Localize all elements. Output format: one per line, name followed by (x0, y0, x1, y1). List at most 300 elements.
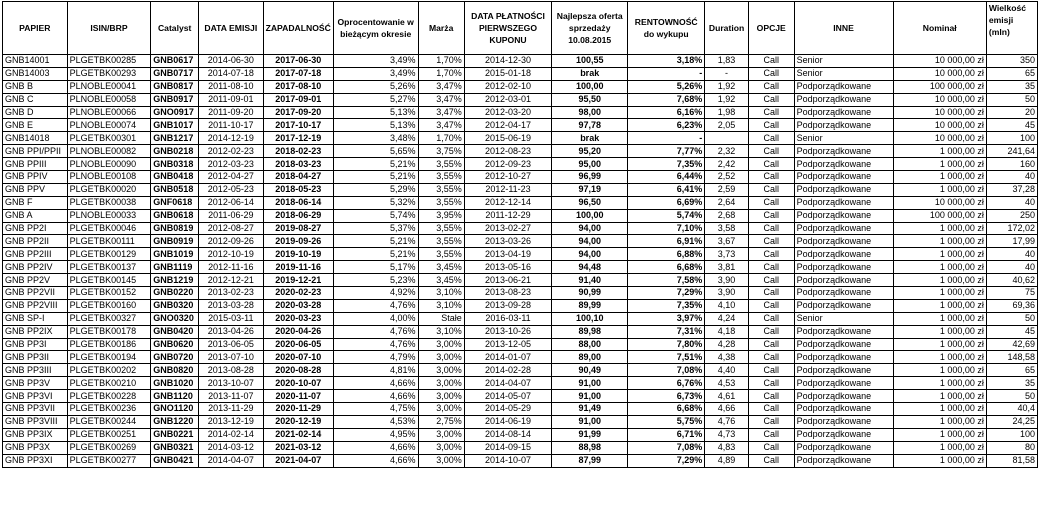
cell-nominal: 10 000,00 zł (893, 93, 986, 106)
cell-data-emisji: 2011-09-20 (199, 106, 264, 119)
cell-catalyst: GNB0420 (151, 325, 199, 338)
cell-data-emisji: 2014-02-14 (199, 428, 264, 441)
cell-zapadalnosc: 2019-11-16 (263, 261, 333, 274)
cell-catalyst: GNO1120 (151, 403, 199, 416)
cell-rentownosc: 7,29% (628, 287, 705, 300)
bond-table-container (2, 1, 1038, 468)
cell-zapadalnosc: 2019-10-19 (263, 248, 333, 261)
cell-zapadalnosc: 2018-03-23 (263, 158, 333, 171)
cell-papier: GNB SP-I (3, 312, 68, 325)
cell-data-emisji: 2012-02-23 (199, 145, 264, 158)
cell-duration: 4,89 (705, 454, 749, 467)
cell-isin: PLGETBK00186 (67, 338, 151, 351)
header-catalyst: Catalyst (151, 2, 199, 55)
cell-zapadalnosc: 2017-10-17 (263, 119, 333, 132)
cell-wielkosc-emisji: 250 (986, 209, 1037, 222)
cell-najlepsza-oferta: 100,10 (552, 312, 628, 325)
cell-data-platnosci: 2013-08-23 (464, 287, 551, 300)
cell-rentownosc: 7,51% (628, 351, 705, 364)
cell-data-emisji: 2011-06-29 (199, 209, 264, 222)
cell-rentownosc: 7,80% (628, 338, 705, 351)
cell-rentownosc: 6,68% (628, 403, 705, 416)
cell-data-emisji: 2012-12-21 (199, 274, 264, 287)
cell-papier: GNB PP2VIII (3, 299, 68, 312)
cell-isin: PLGETBK00046 (67, 222, 151, 235)
cell-data-platnosci: 2014-09-15 (464, 441, 551, 454)
cell-wielkosc-emisji: 40 (986, 196, 1037, 209)
table-row (3, 93, 1038, 106)
cell-data-platnosci: 2012-10-27 (464, 171, 551, 184)
cell-inne: Podporządkowane (794, 287, 893, 300)
cell-papier: GNB PP3VII (3, 403, 68, 416)
cell-duration: 3,58 (705, 222, 749, 235)
cell-data-platnosci: 2013-12-05 (464, 338, 551, 351)
cell-data-emisji: 2011-08-10 (199, 80, 264, 93)
cell-wielkosc-emisji: 40,4 (986, 403, 1037, 416)
table-row (3, 441, 1038, 454)
header-isin: ISIN/BRP (67, 2, 151, 55)
header-papier: PAPIER (3, 2, 68, 55)
cell-isin: PLGETBK00277 (67, 454, 151, 467)
cell-data-platnosci: 2014-01-07 (464, 351, 551, 364)
cell-zapadalnosc: 2019-12-21 (263, 274, 333, 287)
header-wielkosc-emisji: Wielkość emisji (mln) (986, 2, 1037, 55)
cell-catalyst: GNB0421 (151, 454, 199, 467)
cell-rentownosc: 7,68% (628, 93, 705, 106)
cell-data-emisji: 2014-12-19 (199, 132, 264, 145)
cell-duration: 3,90 (705, 287, 749, 300)
cell-wielkosc-emisji: 40 (986, 171, 1037, 184)
cell-zapadalnosc: 2018-02-23 (263, 145, 333, 158)
cell-nominal: 1 000,00 zł (893, 390, 986, 403)
cell-najlepsza-oferta: 91,00 (552, 415, 628, 428)
cell-marza: 3,55% (418, 158, 464, 171)
cell-oprocentowanie: 5,17% (333, 261, 418, 274)
cell-duration: 1,92 (705, 93, 749, 106)
cell-oprocentowanie: 4,66% (333, 377, 418, 390)
cell-inne: Podporządkowane (794, 415, 893, 428)
cell-rentownosc: 6,69% (628, 196, 705, 209)
cell-catalyst: GNB0618 (151, 209, 199, 222)
cell-najlepsza-oferta: 94,00 (552, 222, 628, 235)
cell-wielkosc-emisji: 100 (986, 132, 1037, 145)
cell-inne: Podporządkowane (794, 158, 893, 171)
cell-rentownosc: 6,44% (628, 171, 705, 184)
header-marza: Marża (418, 2, 464, 55)
bond-table (2, 1, 1038, 468)
cell-isin: PLNOBLE00033 (67, 209, 151, 222)
cell-papier: GNB A (3, 209, 68, 222)
cell-oprocentowanie: 5,21% (333, 158, 418, 171)
cell-zapadalnosc: 2020-12-19 (263, 415, 333, 428)
cell-marza: 3,55% (418, 183, 464, 196)
cell-inne: Podporządkowane (794, 183, 893, 196)
cell-nominal: 1 000,00 zł (893, 171, 986, 184)
cell-zapadalnosc: 2017-12-19 (263, 132, 333, 145)
cell-nominal: 10 000,00 zł (893, 67, 986, 80)
cell-opcje: Call (748, 338, 794, 351)
cell-inne: Senior (794, 67, 893, 80)
cell-papier: GNB14001 (3, 55, 68, 68)
cell-data-platnosci: 2012-09-23 (464, 158, 551, 171)
cell-opcje: Call (748, 235, 794, 248)
table-row (3, 299, 1038, 312)
cell-rentownosc: 6,73% (628, 390, 705, 403)
cell-papier: GNB PP3VI (3, 390, 68, 403)
cell-data-platnosci: 2014-10-07 (464, 454, 551, 467)
cell-wielkosc-emisji: 172,02 (986, 222, 1037, 235)
cell-wielkosc-emisji: 50 (986, 93, 1037, 106)
header-inne: INNE (794, 2, 893, 55)
cell-opcje: Call (748, 274, 794, 287)
cell-duration: 2,32 (705, 145, 749, 158)
cell-data-emisji: 2013-06-05 (199, 338, 264, 351)
cell-catalyst: GNO0320 (151, 312, 199, 325)
cell-oprocentowanie: 5,37% (333, 222, 418, 235)
cell-rentownosc: 6,88% (628, 248, 705, 261)
cell-oprocentowanie: 4,95% (333, 428, 418, 441)
cell-inne: Senior (794, 55, 893, 68)
cell-duration: 1,92 (705, 80, 749, 93)
cell-inne: Podporządkowane (794, 390, 893, 403)
cell-marza: 3,00% (418, 428, 464, 441)
cell-duration: 3,67 (705, 235, 749, 248)
cell-nominal: 1 000,00 zł (893, 222, 986, 235)
header-rentownosc: RENTOWNOŚĆ do wykupu (628, 2, 705, 55)
cell-catalyst: GNB0819 (151, 222, 199, 235)
cell-najlepsza-oferta: 88,98 (552, 441, 628, 454)
cell-opcje: Call (748, 261, 794, 274)
cell-rentownosc: 5,75% (628, 415, 705, 428)
cell-inne: Podporządkowane (794, 196, 893, 209)
cell-oprocentowanie: 3,49% (333, 67, 418, 80)
cell-data-emisji: 2014-03-12 (199, 441, 264, 454)
cell-data-emisji: 2014-06-30 (199, 55, 264, 68)
cell-oprocentowanie: 4,53% (333, 415, 418, 428)
cell-isin: PLGETBK00178 (67, 325, 151, 338)
cell-marza: 3,45% (418, 261, 464, 274)
cell-oprocentowanie: 4,92% (333, 287, 418, 300)
cell-papier: GNB PP3VIII (3, 415, 68, 428)
cell-oprocentowanie: 4,76% (333, 338, 418, 351)
cell-zapadalnosc: 2018-04-27 (263, 171, 333, 184)
cell-oprocentowanie: 4,66% (333, 441, 418, 454)
cell-nominal: 1 000,00 zł (893, 325, 986, 338)
cell-data-platnosci: 2014-08-14 (464, 428, 551, 441)
cell-najlepsza-oferta: 91,49 (552, 403, 628, 416)
cell-data-platnosci: 2012-03-01 (464, 93, 551, 106)
cell-inne: Senior (794, 312, 893, 325)
cell-data-platnosci: 2011-12-29 (464, 209, 551, 222)
cell-papier: GNB PPIV (3, 171, 68, 184)
cell-najlepsza-oferta: 96,99 (552, 171, 628, 184)
table-row (3, 183, 1038, 196)
cell-nominal: 1 000,00 zł (893, 235, 986, 248)
table-row (3, 325, 1038, 338)
cell-data-platnosci: 2015-06-19 (464, 132, 551, 145)
cell-oprocentowanie: 5,74% (333, 209, 418, 222)
cell-data-emisji: 2011-09-01 (199, 93, 264, 106)
cell-rentownosc: 7,08% (628, 364, 705, 377)
cell-najlepsza-oferta: 94,00 (552, 248, 628, 261)
cell-inne: Podporządkowane (794, 325, 893, 338)
cell-inne: Podporządkowane (794, 209, 893, 222)
cell-inne: Podporządkowane (794, 338, 893, 351)
cell-duration: 3,81 (705, 261, 749, 274)
cell-data-emisji: 2013-11-07 (199, 390, 264, 403)
cell-inne: Podporządkowane (794, 261, 893, 274)
cell-zapadalnosc: 2018-05-23 (263, 183, 333, 196)
cell-nominal: 1 000,00 zł (893, 377, 986, 390)
cell-catalyst: GNB0720 (151, 351, 199, 364)
cell-zapadalnosc: 2020-02-23 (263, 287, 333, 300)
cell-duration: 2,59 (705, 183, 749, 196)
cell-najlepsza-oferta: 96,50 (552, 196, 628, 209)
cell-zapadalnosc: 2017-08-10 (263, 80, 333, 93)
cell-najlepsza-oferta: 94,00 (552, 235, 628, 248)
cell-data-platnosci: 2012-08-23 (464, 145, 551, 158)
cell-oprocentowanie: 5,21% (333, 171, 418, 184)
cell-opcje: Call (748, 183, 794, 196)
cell-wielkosc-emisji: 17,99 (986, 235, 1037, 248)
cell-najlepsza-oferta: 100,55 (552, 55, 628, 68)
cell-najlepsza-oferta: 90,49 (552, 364, 628, 377)
cell-inne: Podporządkowane (794, 80, 893, 93)
cell-najlepsza-oferta: 91,00 (552, 390, 628, 403)
cell-data-emisji: 2012-11-16 (199, 261, 264, 274)
cell-duration: 3,90 (705, 274, 749, 287)
cell-najlepsza-oferta: 90,99 (552, 287, 628, 300)
cell-nominal: 1 000,00 zł (893, 454, 986, 467)
cell-data-emisji: 2013-08-28 (199, 364, 264, 377)
cell-oprocentowanie: 4,66% (333, 390, 418, 403)
cell-zapadalnosc: 2020-03-28 (263, 299, 333, 312)
cell-isin: PLNOBLE00066 (67, 106, 151, 119)
cell-papier: GNB PP2IX (3, 325, 68, 338)
cell-nominal: 10 000,00 zł (893, 55, 986, 68)
cell-nominal: 1 000,00 zł (893, 158, 986, 171)
cell-opcje: Call (748, 171, 794, 184)
cell-najlepsza-oferta: 100,00 (552, 80, 628, 93)
cell-catalyst: GNB0917 (151, 93, 199, 106)
cell-nominal: 1 000,00 zł (893, 428, 986, 441)
cell-wielkosc-emisji: 45 (986, 325, 1037, 338)
cell-wielkosc-emisji: 45 (986, 119, 1037, 132)
table-row (3, 145, 1038, 158)
cell-zapadalnosc: 2020-08-28 (263, 364, 333, 377)
cell-data-platnosci: 2013-09-28 (464, 299, 551, 312)
cell-inne: Podporządkowane (794, 351, 893, 364)
cell-rentownosc: 6,91% (628, 235, 705, 248)
cell-data-platnosci: 2013-03-26 (464, 235, 551, 248)
cell-data-emisji: 2012-09-26 (199, 235, 264, 248)
cell-nominal: 1 000,00 zł (893, 415, 986, 428)
cell-opcje: Call (748, 390, 794, 403)
cell-isin: PLGETBK00228 (67, 390, 151, 403)
cell-catalyst: GNB1019 (151, 248, 199, 261)
cell-duration: 2,42 (705, 158, 749, 171)
cell-data-platnosci: 2014-12-30 (464, 55, 551, 68)
header-opcje: OPCJE (748, 2, 794, 55)
cell-opcje: Call (748, 325, 794, 338)
cell-rentownosc: 7,35% (628, 299, 705, 312)
cell-zapadalnosc: 2017-09-20 (263, 106, 333, 119)
cell-duration: 2,05 (705, 119, 749, 132)
cell-wielkosc-emisji: 42,69 (986, 338, 1037, 351)
cell-najlepsza-oferta: 91,99 (552, 428, 628, 441)
cell-inne: Podporządkowane (794, 377, 893, 390)
cell-data-emisji: 2012-08-27 (199, 222, 264, 235)
cell-catalyst: GNB0620 (151, 338, 199, 351)
cell-data-emisji: 2012-03-23 (199, 158, 264, 171)
cell-marza: 3,47% (418, 119, 464, 132)
cell-catalyst: GNB1219 (151, 274, 199, 287)
cell-najlepsza-oferta: 94,48 (552, 261, 628, 274)
cell-wielkosc-emisji: 50 (986, 312, 1037, 325)
cell-nominal: 100 000,00 zł (893, 209, 986, 222)
cell-papier: GNB B (3, 80, 68, 93)
cell-data-platnosci: 2013-06-21 (464, 274, 551, 287)
cell-isin: PLGETBK00129 (67, 248, 151, 261)
cell-marza: 3,00% (418, 364, 464, 377)
cell-catalyst: GNB0817 (151, 80, 199, 93)
table-row (3, 338, 1038, 351)
cell-papier: GNB PP3X (3, 441, 68, 454)
cell-catalyst: GNO0917 (151, 106, 199, 119)
cell-najlepsza-oferta: 95,20 (552, 145, 628, 158)
cell-data-emisji: 2013-11-29 (199, 403, 264, 416)
cell-data-platnosci: 2014-06-19 (464, 415, 551, 428)
cell-oprocentowanie: 4,76% (333, 325, 418, 338)
cell-marza: 3,45% (418, 274, 464, 287)
cell-papier: GNB PPV (3, 183, 68, 196)
cell-data-emisji: 2012-10-19 (199, 248, 264, 261)
cell-nominal: 1 000,00 zł (893, 299, 986, 312)
cell-isin: PLGETBK00202 (67, 364, 151, 377)
cell-zapadalnosc: 2020-11-07 (263, 390, 333, 403)
cell-wielkosc-emisji: 69,36 (986, 299, 1037, 312)
cell-wielkosc-emisji: 24,25 (986, 415, 1037, 428)
cell-rentownosc: 7,58% (628, 274, 705, 287)
cell-data-platnosci: 2013-10-26 (464, 325, 551, 338)
cell-oprocentowanie: 5,23% (333, 274, 418, 287)
cell-catalyst: GNB0919 (151, 235, 199, 248)
cell-catalyst: GNB1217 (151, 132, 199, 145)
cell-nominal: 1 000,00 zł (893, 312, 986, 325)
cell-zapadalnosc: 2019-09-26 (263, 235, 333, 248)
cell-duration: 3,73 (705, 248, 749, 261)
cell-opcje: Call (748, 377, 794, 390)
cell-duration: 1,98 (705, 106, 749, 119)
cell-rentownosc: 7,29% (628, 454, 705, 467)
cell-data-emisji: 2013-10-07 (199, 377, 264, 390)
cell-rentownosc: 7,77% (628, 145, 705, 158)
cell-isin: PLGETBK00269 (67, 441, 151, 454)
cell-isin: PLNOBLE00082 (67, 145, 151, 158)
cell-nominal: 100 000,00 zł (893, 80, 986, 93)
cell-marza: 3,00% (418, 377, 464, 390)
cell-papier: GNB PP2III (3, 248, 68, 261)
cell-catalyst: GNB0218 (151, 145, 199, 158)
cell-opcje: Call (748, 158, 794, 171)
cell-marza: 3,00% (418, 403, 464, 416)
cell-najlepsza-oferta: 88,00 (552, 338, 628, 351)
cell-opcje: Call (748, 209, 794, 222)
cell-data-platnosci: 2014-02-28 (464, 364, 551, 377)
table-row (3, 235, 1038, 248)
cell-isin: PLNOBLE00108 (67, 171, 151, 184)
cell-najlepsza-oferta: 97,78 (552, 119, 628, 132)
cell-nominal: 1 000,00 zł (893, 261, 986, 274)
cell-inne: Senior (794, 132, 893, 145)
cell-catalyst: GNB0321 (151, 441, 199, 454)
cell-oprocentowanie: 5,21% (333, 235, 418, 248)
cell-rentownosc: 5,26% (628, 80, 705, 93)
cell-wielkosc-emisji: 40 (986, 261, 1037, 274)
cell-wielkosc-emisji: 65 (986, 67, 1037, 80)
cell-wielkosc-emisji: 65 (986, 364, 1037, 377)
cell-duration (705, 132, 749, 145)
table-row (3, 454, 1038, 467)
cell-oprocentowanie: 5,27% (333, 93, 418, 106)
cell-papier: GNB PP2V (3, 274, 68, 287)
cell-data-platnosci: 2013-04-19 (464, 248, 551, 261)
cell-isin: PLGETBK00327 (67, 312, 151, 325)
cell-inne: Podporządkowane (794, 222, 893, 235)
cell-data-platnosci: 2012-02-10 (464, 80, 551, 93)
cell-opcje: Call (748, 119, 794, 132)
cell-oprocentowanie: 4,81% (333, 364, 418, 377)
cell-isin: PLNOBLE00058 (67, 93, 151, 106)
header-najlepsza-oferta: Najlepsza oferta sprzedaży 10.08.2015 (552, 2, 628, 55)
cell-data-emisji: 2013-12-19 (199, 415, 264, 428)
cell-opcje: Call (748, 93, 794, 106)
cell-oprocentowanie: 3,49% (333, 55, 418, 68)
cell-inne: Podporządkowane (794, 235, 893, 248)
cell-duration: 4,28 (705, 338, 749, 351)
cell-opcje: Call (748, 312, 794, 325)
cell-papier: GNB PP3I (3, 338, 68, 351)
cell-papier: GNB C (3, 93, 68, 106)
cell-duration: 1,83 (705, 55, 749, 68)
cell-zapadalnosc: 2017-09-01 (263, 93, 333, 106)
cell-wielkosc-emisji: 80 (986, 441, 1037, 454)
cell-data-platnosci: 2014-04-07 (464, 377, 551, 390)
cell-catalyst: GNB0518 (151, 183, 199, 196)
cell-isin: PLGETBK00111 (67, 235, 151, 248)
cell-zapadalnosc: 2017-07-18 (263, 67, 333, 80)
cell-duration: 4,61 (705, 390, 749, 403)
cell-rentownosc: 5,74% (628, 209, 705, 222)
cell-nominal: 1 000,00 zł (893, 287, 986, 300)
cell-oprocentowanie: 5,29% (333, 183, 418, 196)
cell-papier: GNB PP2VII (3, 287, 68, 300)
cell-opcje: Call (748, 132, 794, 145)
cell-isin: PLGETBK00293 (67, 67, 151, 80)
table-row (3, 261, 1038, 274)
cell-isin: PLGETBK00194 (67, 351, 151, 364)
cell-marza: 3,55% (418, 248, 464, 261)
cell-data-emisji: 2012-04-27 (199, 171, 264, 184)
cell-opcje: Call (748, 55, 794, 68)
header-nominal: Nominał (893, 2, 986, 55)
cell-marza: 3,55% (418, 222, 464, 235)
cell-inne: Podporządkowane (794, 428, 893, 441)
cell-zapadalnosc: 2020-07-10 (263, 351, 333, 364)
table-row (3, 287, 1038, 300)
cell-marza: 1,70% (418, 55, 464, 68)
cell-duration: 4,76 (705, 415, 749, 428)
